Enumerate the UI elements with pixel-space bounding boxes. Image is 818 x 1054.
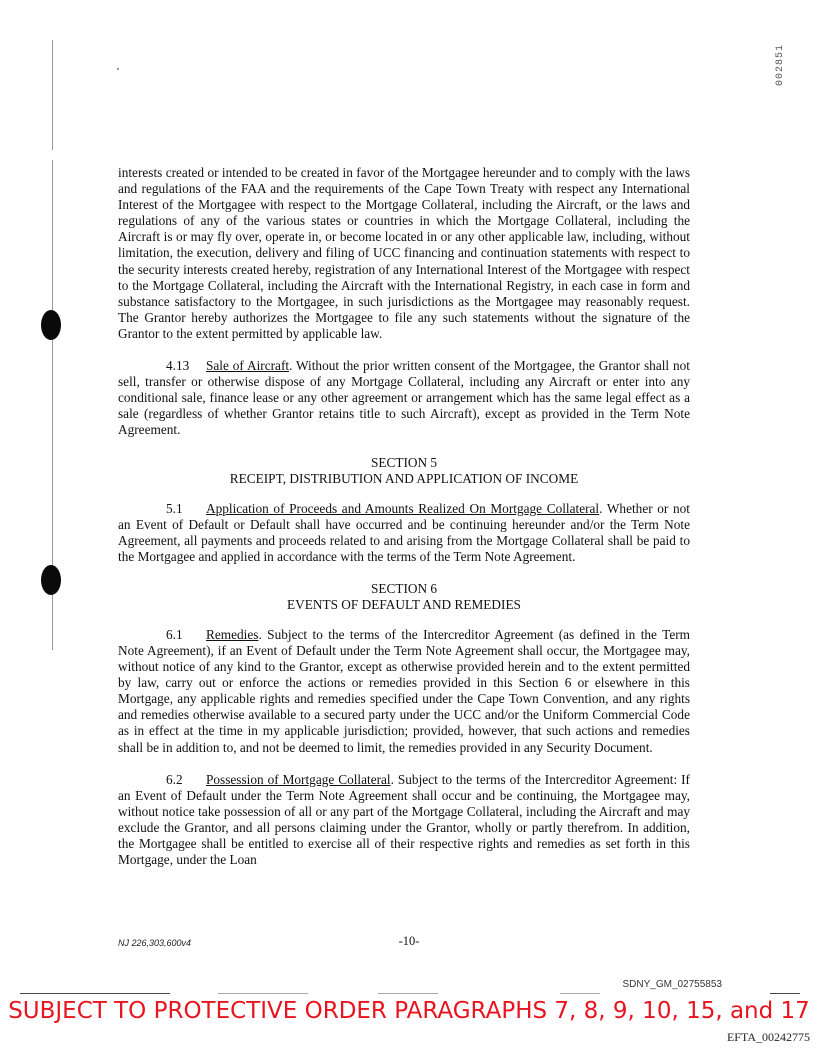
footer-rule <box>218 993 308 994</box>
paragraph-6-1 <box>118 627 690 756</box>
efta-number: EFTA_00242775 <box>726 1030 810 1044</box>
paragraph-intro: interests created or intended to be created in favor of the Mortgagee hereunder and to comply with the laws and regulations of the FAA and the requirements of the Cape Town Treaty with respect any International Interest of the Mortgagee with respect to the Mortgage Collateral, including the Aircraft, or the laws and regulations of any of the various states or countries in which the Mortgage Collateral, including the Aircraft is or may fly over, operate in, or become located in or any other applicable law, including, without limitation, the execution, delivery and filing of UCC financing and continuation statements with respect to the security interests created hereby, registration of any International Interest of the Mortgagee with respect to the Mortgage Collateral, including the Aircraft with the International Registry, in each case in form and substance satisfactory to the Mortgagee, in such jurisdictions as the Mortgagee may reasonably request. The Grantor hereby authorizes the Mortgagee to file any such statements without the signature of the Grantor to the extent permitted by applicable law. <box>118 165 690 341</box>
section-label: SECTION 5 <box>370 454 438 470</box>
scan-speck <box>117 68 119 70</box>
section-label: SECTION 6 <box>370 580 438 596</box>
section-title: RECEIPT, DISTRIBUTION AND APPLICATION OF INCOME <box>229 470 579 486</box>
paragraph-6-2 <box>118 772 690 869</box>
protective-order-banner: SUBJECT TO PROTECTIVE ORDER PARAGRAPHS 7, 8, 9, 10, 15, and 17 <box>8 998 810 1024</box>
punch-hole <box>41 565 61 595</box>
left-margin-line <box>52 40 53 150</box>
paragraph-text: . Subject to the terms of the Intercreditor Agreement (as defined in the Term Note Agreement), if an Event of Default under the Term Note Agreement shall occur, the Mortgagee may, without notice of any kind to the Grantor, except as otherwise provided herein and to the extent permitted by law, carry out or enforce the actions or remedies provided in this Section 6 or elsewhere in this Mortgage, any applicable rights and remedies specified under the Cape Town Convention, and any rights and remedies otherwise available to a secured party under the UCC and/or the Uniform Commercial Code as in effect at the time in my applicable jurisdiction; provided, however, that such actions and remedies shall be in addition to, and not be deemed to limit, the remedies provided in any Security Document. <box>118 626 690 755</box>
paragraph-text: . Without the prior written consent of the Mortgagee, the Grantor shall not sell, transfer or otherwise dispose of any Mortgage Collateral, including any Aircraft or enter into any conditional sale, finance lease or any other agreement or arrangement which has the same legal effect as a sale (regardless of whether Grantor retains title to such Aircraft), except as provided in the Term Note Agreement. <box>118 358 690 438</box>
page-number: -10- <box>398 934 420 948</box>
footer-rule <box>20 993 170 994</box>
control-number-stamp: 002851 <box>775 44 786 87</box>
footer-rule <box>560 993 600 994</box>
section-5-heading <box>118 455 690 487</box>
paragraph-heading: Remedies <box>206 626 259 642</box>
paragraph-heading: Possession of Mortgage Collateral <box>206 771 391 787</box>
document-body <box>118 165 690 884</box>
section-6-heading <box>118 581 690 613</box>
section-number: 6.1 <box>166 626 183 642</box>
section-title: EVENTS OF DEFAULT AND REMEDIES <box>287 596 521 612</box>
section-number: 4.13 <box>166 358 190 374</box>
paragraph-5-1 <box>118 501 690 565</box>
document-reference: NJ 226,303,600v4 <box>118 938 192 948</box>
paragraph-heading: Application of Proceeds and Amounts Realized On Mortgage Collateral <box>206 500 600 516</box>
paragraph-text: . Subject to the terms of the Intercreditor Agreement: If an Event of Default under the Term Note Agreement shall occur and be continuing, the Mortgagee may, without notice take possession of all or any part of the Mortgage Collateral, including the Aircraft and may exclude the Grantor, and all persons claiming under the Grantor, wholly or partly therefrom. In addition, the Mortgagee shall be entitled to exercise all of their respective rights and remedies as set forth in this Mortgage, under the Loan <box>118 771 690 868</box>
paragraph-4-13 <box>118 358 690 438</box>
footer-rule <box>378 993 438 994</box>
paragraph-text: . Whether or not an Event of Default or Default shall have occurred and be continuing hereunder and/or the Term Note Agreement, all payments and proceeds related to and arising from the Mortgage Collateral shall be paid to the Mortgagee and applied in accordance with the terms of the Term Note Agreement. <box>118 500 691 564</box>
section-number: 6.2 <box>166 771 183 787</box>
bates-number: SDNY_GM_02755853 <box>622 979 722 990</box>
punch-hole <box>41 310 61 340</box>
paragraph-heading: Sale of Aircraft <box>206 358 290 374</box>
left-margin-line <box>52 590 53 650</box>
section-number: 5.1 <box>166 500 183 516</box>
footer-rule <box>770 993 800 994</box>
